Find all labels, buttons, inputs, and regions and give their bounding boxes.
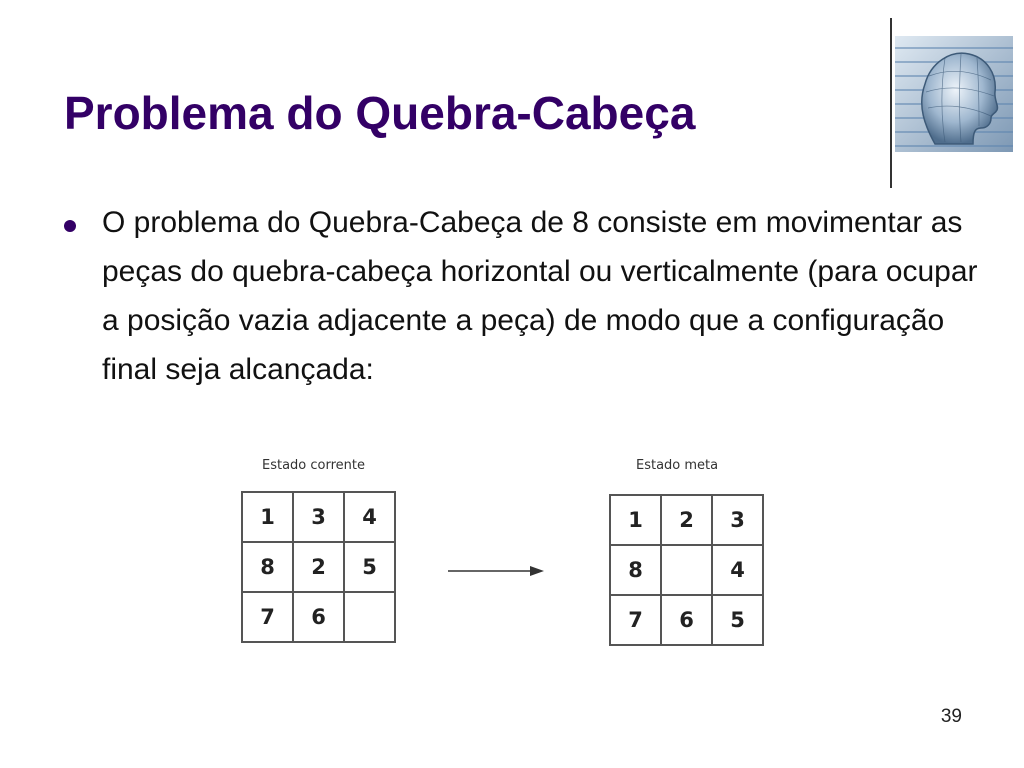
current-state-label: Estado corrente [262, 458, 365, 473]
grid-row [610, 595, 763, 645]
digital-head-icon [895, 36, 1013, 152]
grid-cell [344, 592, 395, 642]
grid-cell [661, 545, 712, 595]
grid-row [242, 492, 395, 542]
grid-cell: 1 [242, 492, 293, 542]
grid-cell: 1 [610, 495, 661, 545]
current-state-grid [241, 491, 396, 643]
grid-cell: 2 [293, 542, 344, 592]
bullet-dot-icon [64, 220, 76, 232]
grid-cell: 5 [712, 595, 763, 645]
grid-cell: 3 [712, 495, 763, 545]
grid-row [242, 542, 395, 592]
title-divider [890, 18, 892, 188]
goal-state-grid [609, 494, 764, 646]
grid-row [242, 592, 395, 642]
grid-cell: 5 [344, 542, 395, 592]
grid-cell: 2 [661, 495, 712, 545]
grid-cell: 6 [661, 595, 712, 645]
page-number: 39 [940, 706, 962, 727]
grid-cell: 4 [712, 545, 763, 595]
grid-cell: 8 [610, 545, 661, 595]
right-arrow-icon [448, 563, 544, 579]
bullet-text: O problema do Quebra-Cabeça de 8 consiste em movimentar as peças do quebra-cabeça horizontal ou verticalmente (para ocupar a posição vazia adjacente a peça) de modo que a configuração final seja alcançada: [102, 206, 978, 386]
grid-cell: 8 [242, 542, 293, 592]
grid-row [610, 495, 763, 545]
grid-cell: 3 [293, 492, 344, 542]
grid-cell: 7 [242, 592, 293, 642]
grid-cell: 6 [293, 592, 344, 642]
goal-state-label: Estado meta [636, 458, 719, 473]
grid-row [610, 545, 763, 595]
grid-cell: 4 [344, 492, 395, 542]
grid-cell: 7 [610, 595, 661, 645]
slide-title: Problema do Quebra-Cabeça [64, 87, 696, 139]
